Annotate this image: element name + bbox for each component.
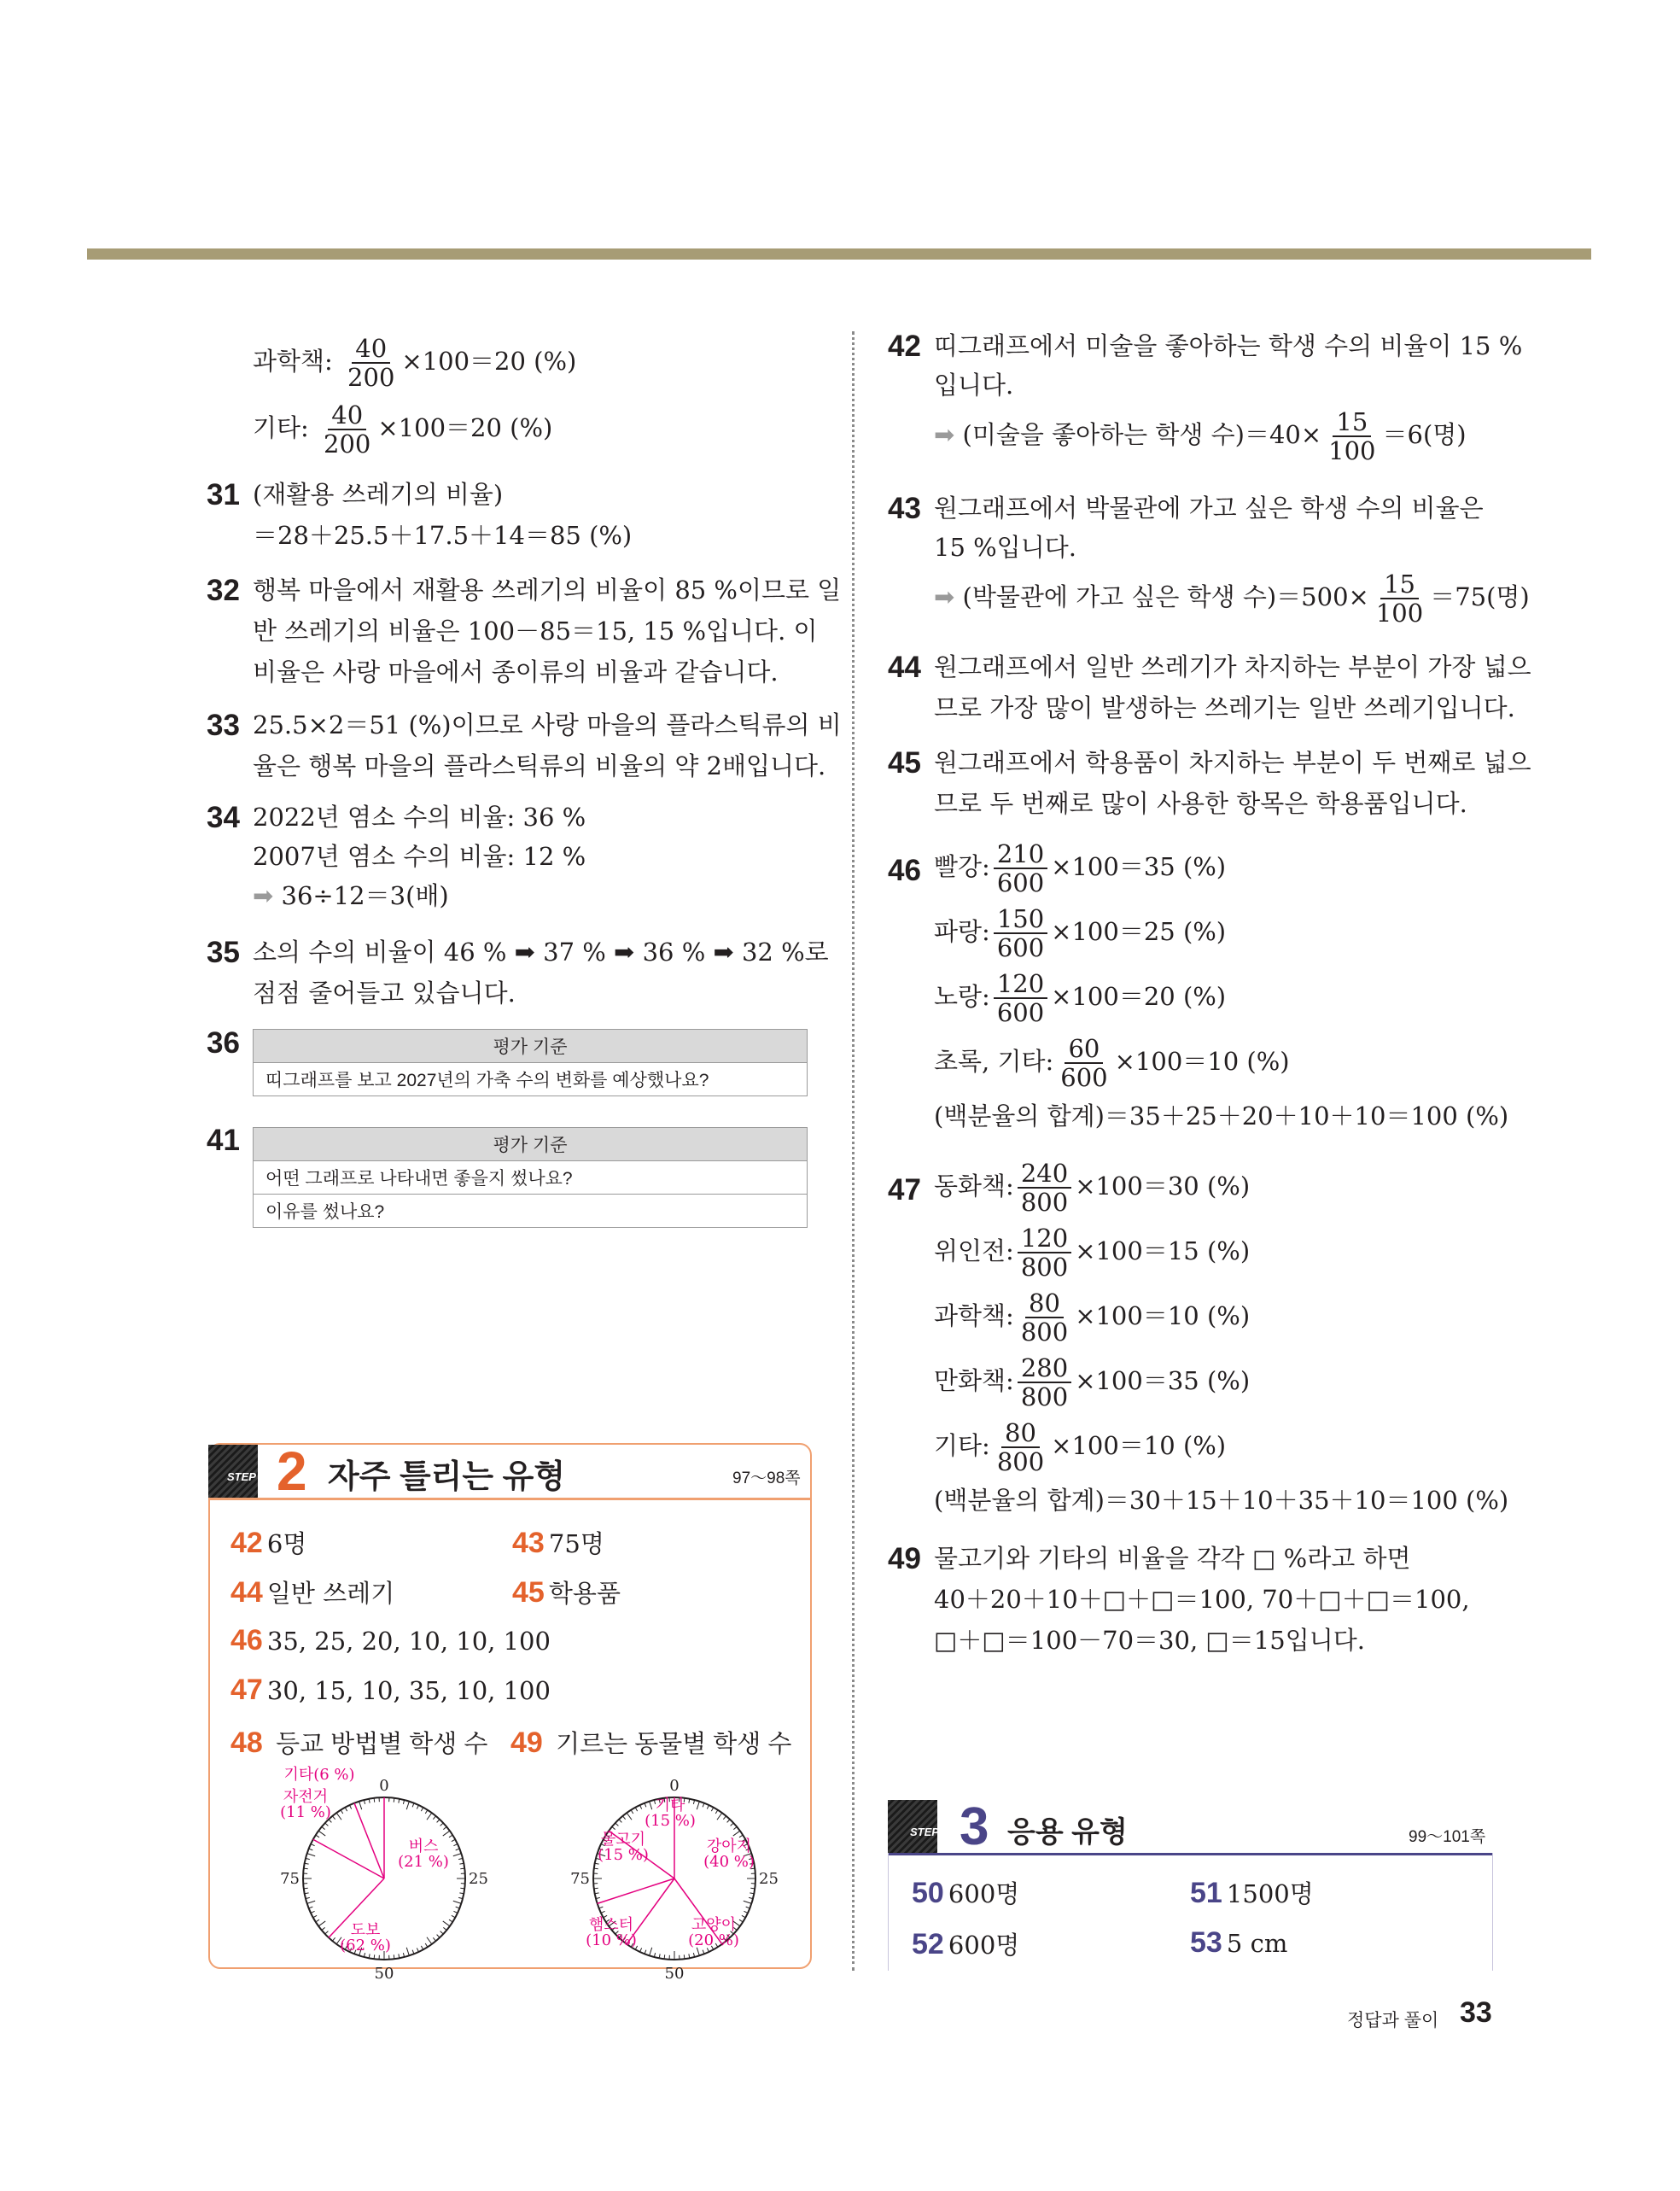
q46-sum: (백분율의 합계)＝35＋25＋20＋10＋10＝100 (%) (934, 1101, 1509, 1131)
step-badge: STEP (910, 1826, 939, 1838)
step-number: 3 (960, 1797, 989, 1856)
q47-row: 기타: $\frac{80}{800}$ ×100＝10 (%) (934, 1418, 1227, 1476)
ans-42: 42 6명 (230, 1527, 307, 1559)
pie-slice-boundary (598, 1878, 674, 1903)
pie-slice-label: 고양이 (20 %) (688, 1916, 739, 1949)
q47-number: 47 (888, 1173, 921, 1207)
cont-line-1: 과학책: $\frac{40}{200}$ ×100＝20 (%) (253, 334, 577, 392)
q36-number: 36 (207, 1026, 240, 1060)
q46-number: 46 (888, 854, 921, 887)
q47-row: 위인전: $\frac{120}{800}$ ×100＝15 (%) (934, 1224, 1251, 1282)
tick-label: 25 (759, 1870, 779, 1888)
q36-criteria-table (253, 1029, 808, 1096)
ans-51: 51 1500명 (1190, 1877, 1314, 1909)
tick-label: 0 (669, 1777, 680, 1795)
step-pages: 99～101쪽 (1409, 1828, 1486, 1846)
criteria-header: 평가 기준 (254, 1030, 808, 1063)
ans-46: 46 35, 25, 20, 10, 10, 100 (230, 1624, 551, 1656)
q47-sum: (백분율의 합계)＝30＋15＋10＋35＋10＝100 (%) (934, 1486, 1509, 1515)
q41-number: 41 (207, 1124, 240, 1157)
pie-slice-label: 햄스터 (10 %) (586, 1916, 637, 1949)
criteria-row: 띠그래프를 보고 2027년의 가축 수의 변화를 예상했나요? (254, 1063, 808, 1096)
ans-47: 47 30, 15, 10, 35, 10, 100 (230, 1674, 551, 1706)
ans-44: 44 일반 쓰레기 (230, 1576, 395, 1609)
criteria-row: 이유를 썼나요? (254, 1195, 808, 1228)
pie-slice-label: 기타(6 %) (283, 1766, 355, 1784)
ans-53: 53 5 cm (1190, 1926, 1288, 1959)
pie-slice-boundary (354, 1803, 384, 1878)
tick-label: 50 (374, 1965, 394, 1983)
q46-row: 파랑: $\frac{150}{600}$ ×100＝25 (%) (934, 904, 1227, 962)
top-rule (87, 248, 1591, 260)
ans-43: 43 75명 (512, 1527, 604, 1559)
q46-row: 초록, 기타: $\frac{60}{600}$ ×100＝10 (%) (934, 1034, 1290, 1092)
step3-header (888, 1797, 1492, 1856)
tick-label: 75 (280, 1870, 300, 1888)
ans-52: 52 600명 (912, 1928, 1020, 1960)
tick-label: 50 (664, 1965, 685, 1983)
column-divider (852, 331, 855, 1971)
tick-label: 75 (570, 1870, 590, 1888)
tick-label: 25 (469, 1870, 488, 1888)
q46-row: 노랑: $\frac{120}{600}$ ×100＝20 (%) (934, 969, 1227, 1027)
ans-48-title: 48 등교 방법별 학생 수 (230, 1727, 488, 1759)
step-pages: 97～98쪽 (732, 1469, 801, 1487)
cont-line-2: 기타: $\frac{40}{200}$ ×100＝20 (%) (253, 400, 553, 459)
ans-50: 50 600명 (912, 1877, 1020, 1909)
pie-slice-label: 물고기 (15 %) (598, 1831, 649, 1864)
pie-slice-boundary (313, 1839, 384, 1878)
q47-row: 과학책: $\frac{80}{800}$ ×100＝10 (%) (934, 1288, 1251, 1347)
step2-header (208, 1440, 810, 1502)
page-number: 33 (1460, 1996, 1492, 2029)
criteria-header: 평가 기준 (254, 1128, 808, 1161)
arrow-right-icon: ➡ (253, 881, 274, 910)
step-number: 2 (277, 1440, 307, 1502)
q46-row: 빨강: $\frac{210}{600}$ ×100＝35 (%) (934, 839, 1227, 897)
step-title: 자주 틀리는 유형 (328, 1459, 566, 1495)
step-title: 응용 유형 (1007, 1816, 1128, 1849)
pie-slice-label: 도보 (62 %) (340, 1921, 391, 1954)
arrow-right-icon: ➡ (934, 582, 955, 611)
pie-slice-label: 버스 (21 %) (398, 1838, 449, 1871)
pie-chart-pets (546, 1767, 802, 1983)
q41-criteria-table (253, 1127, 808, 1228)
arrow-right-icon: ➡ (934, 420, 955, 449)
ans-49-title: 49 기르는 동물별 학생 수 (510, 1727, 792, 1759)
footer-label: 정답과 풀이 (1347, 2011, 1439, 2030)
step-badge: STEP (227, 1470, 256, 1483)
pie-slice-label: 기타 (15 %) (645, 1797, 696, 1830)
criteria-row: 어떤 그래프로 나타내면 좋을지 썼나요? (254, 1161, 808, 1195)
q47-row: 만화책: $\frac{280}{800}$ ×100＝35 (%) (934, 1353, 1251, 1411)
pie-chart-commute (256, 1766, 512, 1983)
pie-slice-label: 자전거 (11 %) (280, 1788, 331, 1821)
q47-row: 동화책: $\frac{240}{800}$ ×100＝30 (%) (934, 1159, 1251, 1217)
tick-label: 0 (379, 1777, 389, 1795)
ans-45: 45 학용품 (512, 1576, 621, 1609)
pie-slice-label: 강아지 (40 %) (703, 1838, 755, 1871)
